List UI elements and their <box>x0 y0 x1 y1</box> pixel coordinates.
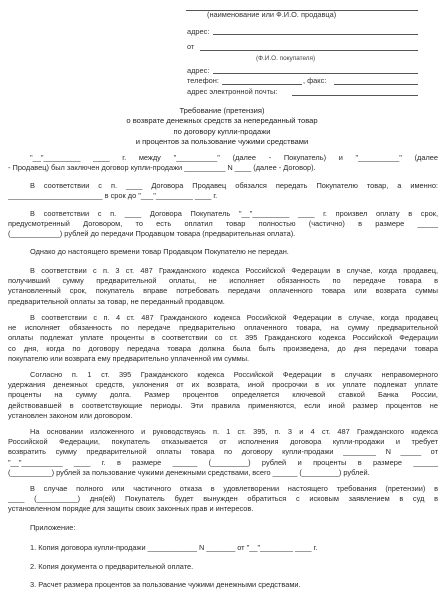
para6-line-1: Согласно п. 1 ст. 395 Гражданского кодекса Российской Федерации в случаях неправомерного <box>30 370 438 379</box>
document-title <box>0 106 444 148</box>
para4-line-3: установленный срок, покупатель вправе потребовать передачи оплаченного товара или возврата суммы <box>8 286 438 296</box>
seller-address-line <box>213 34 418 35</box>
para8-line-3: установленном порядке для защиты своих законных прав и интересов. <box>8 504 254 514</box>
para1-line-1: В соответствии с п. ____ Договора Продавец обязался передать Покупателю товар, а именно: <box>30 181 438 190</box>
phone-line <box>222 84 302 85</box>
phone-label: телефон: <box>187 76 219 85</box>
para6-line-4: действовавшей в соответствующие периоды. Эти правила применяются, если иной размер процентов не <box>8 400 438 410</box>
attachments-heading-block <box>8 523 438 533</box>
title-line-2: о возврате денежных средств за непереданный товар <box>126 116 318 126</box>
para5-line-4: со дня, когда по договору передача товара должна была быть произведена, до дня передачи товара <box>8 343 438 353</box>
attachment-item-2-block <box>8 562 438 572</box>
para5-line-2: не исполняет обязанность по передаче предварительно оплаченного товара, на сумму предварительной <box>8 323 438 333</box>
para4-line-4: предварительной оплаты за товар, не переданный продавцом. <box>8 296 225 306</box>
paragraph-3 <box>8 247 438 257</box>
attachment-item-3: 3. Расчет размера процентов за пользование чужими денежными средствами. <box>30 580 301 589</box>
fax-label: , факс: <box>303 76 327 85</box>
intro-line-1: "__"_________ ____ г. между "__________" (далее - Покупатель) и "__________" (далее <box>30 153 438 162</box>
para3-line-1: Однако до настоящего времени товар Продавцом Покупателю не передан. <box>30 247 289 256</box>
para6-line-2: удержания денежных средств, уклонения от их возврата, иной просрочки в их уплате подлежат уплате <box>8 380 438 390</box>
para2-line-1: В соответствии с п. ____ Договора Покупатель "__"_________ ____ г. произвел оплату в срок, <box>30 209 438 218</box>
title-line-3: по договору купли-продажи <box>173 126 271 136</box>
attachment-item-3-block <box>8 580 438 590</box>
para6-line-3: проценты на сумму долга. Размер процентов определяется ключевой ставкой Банка России, <box>8 390 438 400</box>
para1-line-2: _______________________ в срок до "___"_________ ____ г. <box>8 191 218 201</box>
para7-line-2: Российской Федерации, покупатель отказывается от исполнения договора купли-продажи и требует <box>8 437 438 447</box>
para6-line-5: установлен законом или договором. <box>8 410 133 420</box>
intro-line-2: - Продавец) был заключен договор купли-продажи __________ N ____ (далее - Договор). <box>8 163 316 173</box>
paragraph-1 <box>8 181 438 201</box>
intro-paragraph <box>8 153 438 173</box>
email-line <box>292 95 418 96</box>
para8-line-2: ____ (__________) дня(ей) Покупатель будет вынужден обратиться с исковым заявлением в суд в <box>8 494 438 504</box>
para7-line-5: (__________) рублей за пользование чужими денежными средствами, всего ______ (_________) рублей. <box>8 467 370 477</box>
paragraph-5 <box>8 313 438 364</box>
email-label: адрес электронной почты: <box>187 87 278 96</box>
paragraph-7 <box>8 427 438 478</box>
buyer-address-line <box>213 73 418 74</box>
para5-line-5: покупателю или возврата ему предварительно уплаченной им суммы. <box>8 353 250 363</box>
attachment-item-1: 1. Копия договора купли-продажи ____________ N _______ от "__"________ ____ г. <box>30 543 318 552</box>
seller-caption: (наименование или Ф.И.О. продавца) <box>207 10 337 19</box>
para7-line-3: возвратить сумму предварительной оплаты товара по договору купли-продажи ________ N _____ от <box>8 447 438 457</box>
buyer-address-label: адрес: <box>187 66 210 75</box>
para7-line-4: "__"__________ ____ г. в размере ______ (_________) рублей и проценты в размере ______ <box>8 457 438 467</box>
para4-line-2: получивший сумму предварительной оплаты, не исполняет обязанность по передаче товара в <box>8 276 438 286</box>
attachment-item-2: 2. Копия документа о предварительной оплате. <box>30 562 194 571</box>
para2-line-2: предусмотренный Договором, то есть оплатил товар полностью (частично) в размере _____ <box>8 219 438 229</box>
fax-line <box>334 84 418 85</box>
para5-line-1: В соответствии с п. 4 ст. 487 Гражданского кодекса Российской Федерации в случае, когда продавец <box>30 313 438 322</box>
attachments-heading: Приложение: <box>30 523 76 532</box>
buyer-caption: (Ф.И.О. покупателя) <box>256 55 316 62</box>
para2-line-3: (____________) рублей до передачи Продавцом товара (предварительная оплата). <box>8 229 296 239</box>
seller-name-line <box>186 10 418 11</box>
para8-line-1: В случае полного или частичного отказа в удовлетворении настоящего требования (претензии) в <box>30 484 438 493</box>
title-line-4: и процентов за пользование чужими средствами <box>135 137 309 147</box>
para4-line-1: В соответствии с п. 3 ст. 487 Гражданского кодекса Российской Федерации в случае, когда продавец, <box>30 266 438 275</box>
paragraph-6 <box>8 370 438 421</box>
para5-line-3: оплаты подлежат уплате проценты в соответствии со ст. 395 Гражданского кодекса Российской Федерации <box>8 333 438 343</box>
buyer-name-line <box>200 50 418 51</box>
from-label: от <box>187 42 195 51</box>
paragraph-2 <box>8 209 438 240</box>
para7-line-1: На основании изложенного и руководствуясь п. 1 ст. 395, п. 3 и 4 ст. 487 Гражданского кодекса <box>30 427 438 436</box>
attachment-item-1-block <box>8 543 438 553</box>
seller-address-label: адрес: <box>187 27 210 36</box>
paragraph-4 <box>8 266 438 307</box>
title-line-1: Требование (претензия) <box>179 106 265 115</box>
paragraph-8 <box>8 484 438 515</box>
